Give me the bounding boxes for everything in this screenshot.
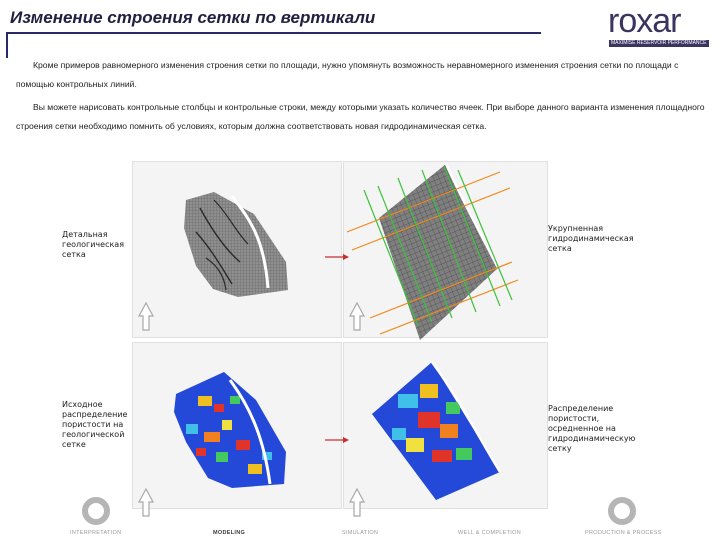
porosity-original-map <box>174 372 286 488</box>
logo-tagline: MAXIMISE RESERVOIR PERFORMANCE <box>611 40 707 46</box>
red-arrows <box>325 254 349 443</box>
footer-production-process: PRODUCTION & PROCESS <box>585 530 662 536</box>
workflow-ring-icon-2 <box>608 497 636 525</box>
label-porosity-averaged: Распределение пористости, осредненное на гидродинамическую сетку <box>548 404 636 453</box>
roxar-logo: roxar <box>608 2 681 40</box>
label-detailed-grid: Детальная геологическая сетка <box>62 230 125 259</box>
footer-interpretation: INTERPRETATION <box>70 530 122 536</box>
label-porosity-original: Исходное распределение пористости на геологической сетке <box>62 400 128 449</box>
coarse-grid-map <box>347 164 518 340</box>
footer-well-completion: WELL & COMPLETION <box>458 530 521 536</box>
page-title: Изменение строения сетки по вертикали <box>10 8 376 27</box>
porosity-averaged-map <box>372 362 500 500</box>
footer-simulation: SIMULATION <box>342 530 379 536</box>
intro-paragraph-text: Кроме примеров равномерного изменения строения сетки по площади, нужно упомянуть возможность неравномерного изменения строения сетки по площади с помощью контрольных линий. <box>16 60 679 89</box>
detailed-grid-map <box>184 192 288 297</box>
workflow-ring-icon-1 <box>82 497 110 525</box>
label-coarse-grid: Укрупненная гидродинамическая сетка <box>548 224 634 253</box>
footer-modeling: MODELING <box>213 530 246 536</box>
details-paragraph-text: Вы можете нарисовать контрольные столбцы и контрольные строки, между которыми указать количество ячеек. При выборе данного варианта изменения площадного строения сетки необходимо помнить об условиях, которым должна соответствовать новая гидродинамическая сетка. <box>16 102 705 131</box>
